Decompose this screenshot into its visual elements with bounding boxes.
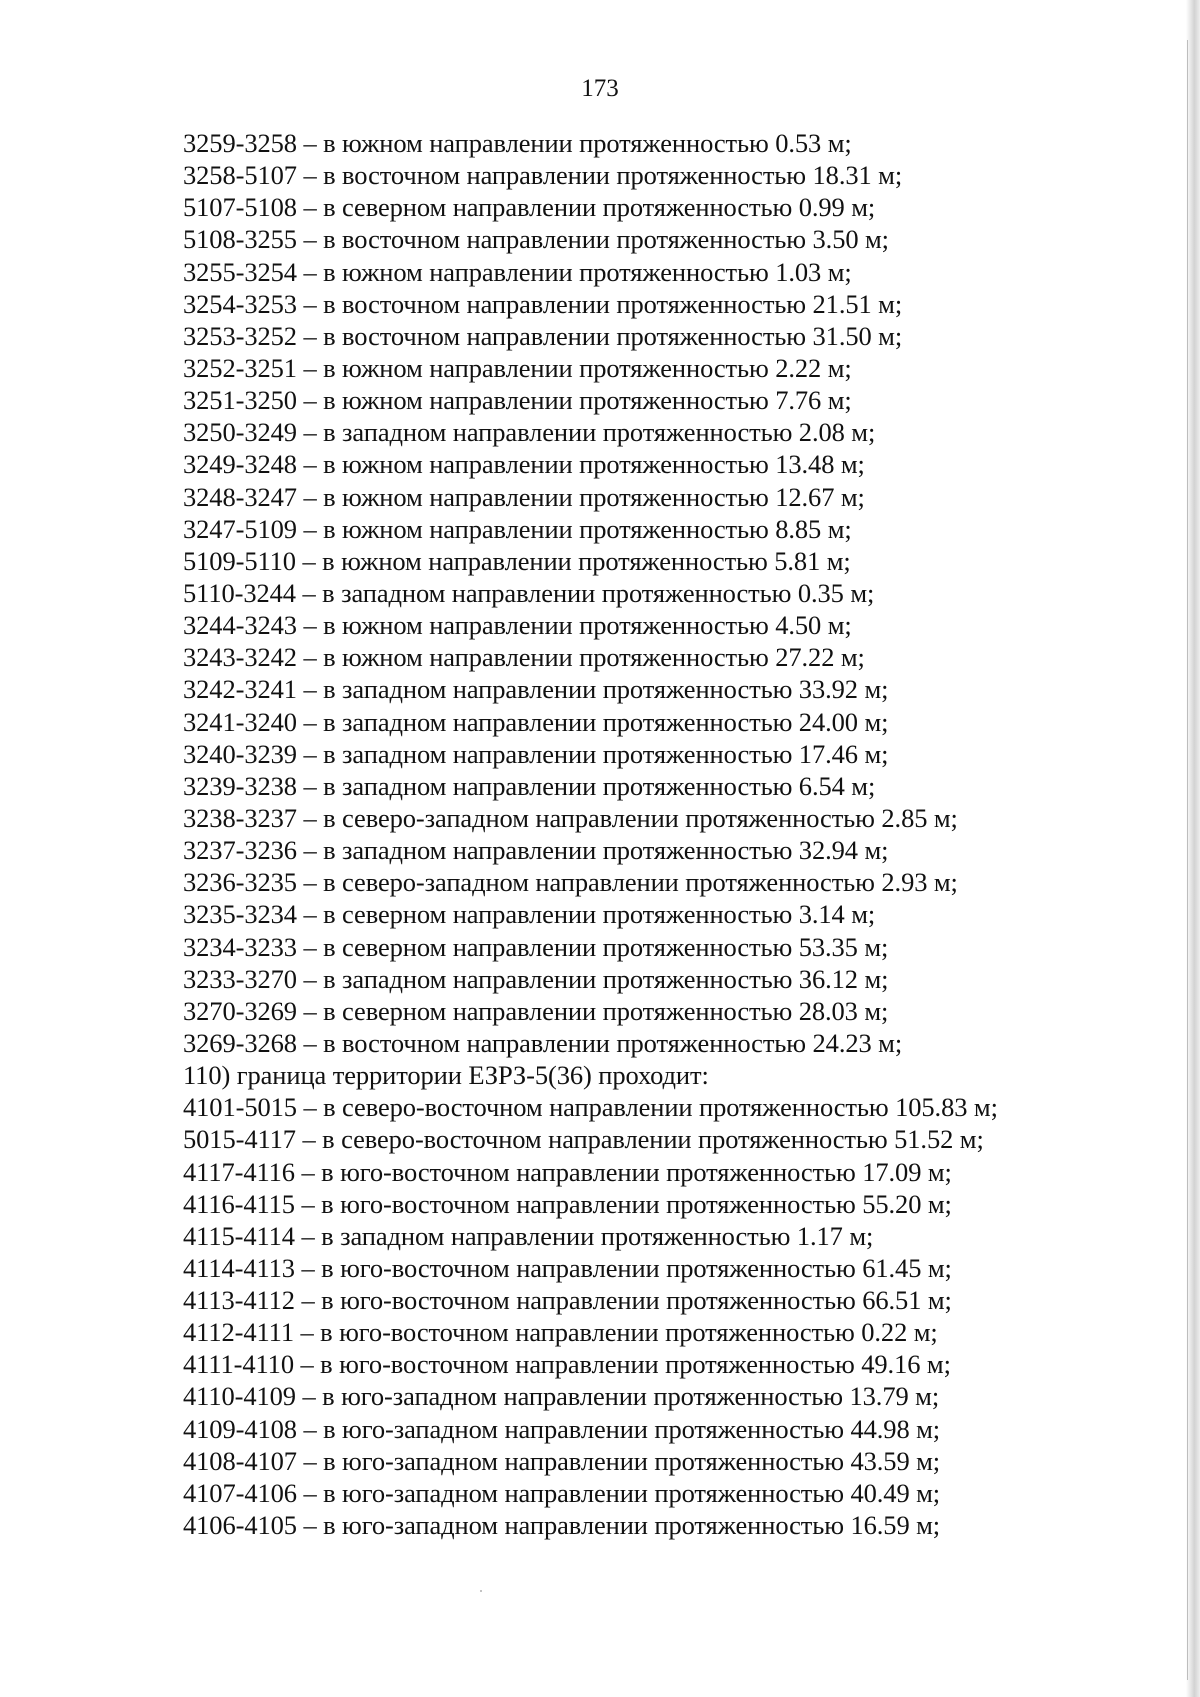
- boundary-segment-line: 4113-4112 – в юго-восточном направлении протяженностью 66.51 м;: [183, 1285, 952, 1316]
- boundary-segment-line: 4110-4109 – в юго-западном направлении протяженностью 13.79 м;: [183, 1381, 940, 1412]
- boundary-description-list: [183, 127, 1083, 1541]
- scan-edge-shadow: [1186, 0, 1200, 1697]
- boundary-segment-line: 5108-3255 – в восточном направлении протяженностью 3.50 м;: [183, 224, 889, 255]
- boundary-segment-line: 3242-3241 – в западном направлении протяженностью 33.92 м;: [183, 674, 889, 705]
- boundary-segment-line: 3244-3243 – в южном направлении протяженностью 4.50 м;: [183, 610, 852, 641]
- boundary-segment-line: 4109-4108 – в юго-западном направлении протяженностью 44.98 м;: [183, 1413, 941, 1444]
- boundary-segment-line: 3249-3248 – в южном направлении протяженностью 13.48 м;: [183, 449, 865, 480]
- boundary-segment-line: 3250-3249 – в западном направлении протяженностью 2.08 м;: [183, 417, 876, 448]
- boundary-segment-line: 3251-3250 – в южном направлении протяженностью 7.76 м;: [183, 385, 852, 416]
- boundary-segment-line: 3243-3242 – в южном направлении протяженностью 27.22 м;: [183, 642, 865, 673]
- boundary-segment-line: 4101-5015 – в северо-восточном направлении протяженностью 105.83 м;: [183, 1092, 998, 1123]
- boundary-segment-line: 4114-4113 – в юго-восточном направлении протяженностью 61.45 м;: [183, 1252, 952, 1283]
- boundary-segment-line: 4106-4105 – в юго-западном направлении протяженностью 16.59 м;: [183, 1510, 941, 1541]
- boundary-segment-line: 4115-4114 – в западном направлении протяженностью 1.17 м;: [183, 1220, 874, 1251]
- boundary-segment-line: 5109-5110 – в южном направлении протяженностью 5.81 м;: [183, 545, 851, 576]
- scan-edge-line: [1187, 40, 1188, 1680]
- boundary-segment-line: 3258-5107 – в восточном направлении протяженностью 18.31 м;: [183, 160, 903, 191]
- boundary-segment-line: 3259-3258 – в южном направлении протяженностью 0.53 м;: [183, 128, 852, 158]
- boundary-segment-line: 3235-3234 – в северном направлении протяженностью 3.14 м;: [183, 899, 876, 930]
- boundary-segment-line: 4111-4110 – в юго-восточном направлении протяженностью 49.16 м;: [183, 1349, 951, 1380]
- boundary-segment-line: 3269-3268 – в восточном направлении протяженностью 24.23 м;: [183, 1027, 903, 1058]
- page-number: 173: [581, 75, 619, 102]
- boundary-segment-line: 3254-3253 – в восточном направлении протяженностью 21.51 м;: [183, 288, 903, 319]
- boundary-segment-line: 4108-4107 – в юго-западном направлении протяженностью 43.59 м;: [183, 1445, 941, 1476]
- boundary-segment-line: 5107-5108 – в северном направлении протяженностью 0.99 м;: [183, 192, 876, 223]
- boundary-segment-line: 4116-4115 – в юго-восточном направлении протяженностью 55.20 м;: [183, 1188, 952, 1219]
- boundary-segment-line: 3255-3254 – в южном направлении протяженностью 1.03 м;: [183, 256, 852, 287]
- boundary-segment-line: 3240-3239 – в западном направлении протяженностью 17.46 м;: [183, 738, 889, 769]
- scan-speck: [480, 1590, 482, 1592]
- boundary-segment-line: 3238-3237 – в северо-западном направлении протяженностью 2.85 м;: [183, 802, 958, 833]
- boundary-segment-line: 3239-3238 – в западном направлении протяженностью 6.54 м;: [183, 770, 876, 801]
- boundary-segment-line: 3247-5109 – в южном направлении протяженностью 8.85 м;: [183, 513, 852, 544]
- boundary-segment-line: 3236-3235 – в северо-западном направлении протяженностью 2.93 м;: [183, 867, 958, 898]
- boundary-segment-line: 4117-4116 – в юго-восточном направлении протяженностью 17.09 м;: [183, 1156, 952, 1187]
- boundary-segment-line: 3233-3270 – в западном направлении протяженностью 36.12 м;: [183, 963, 889, 994]
- boundary-segment-line: 3237-3236 – в западном направлении протяженностью 32.94 м;: [183, 835, 889, 866]
- boundary-segment-line: 3241-3240 – в западном направлении протяженностью 24.00 м;: [183, 706, 889, 737]
- boundary-segment-line: 3252-3251 – в южном направлении протяженностью 2.22 м;: [183, 352, 852, 383]
- boundary-segment-line: 3234-3233 – в северном направлении протяженностью 53.35 м;: [183, 931, 889, 962]
- boundary-segment-line: 5015-4117 – в северо-восточном направлении протяженностью 51.52 м;: [183, 1124, 984, 1155]
- boundary-segment-line: 4112-4111 – в юго-восточном направлении протяженностью 0.22 м;: [183, 1317, 938, 1348]
- boundary-segment-line: 3270-3269 – в северном направлении протяженностью 28.03 м;: [183, 995, 889, 1026]
- boundary-segment-line: 5110-3244 – в западном направлении протяженностью 0.35 м;: [183, 577, 875, 608]
- boundary-segment-line: 3248-3247 – в южном направлении протяженностью 12.67 м;: [183, 481, 865, 512]
- section-heading: 110) граница территории ЕЗРЗ-5(36) проходит:: [183, 1060, 709, 1091]
- boundary-segment-line: 3253-3252 – в восточном направлении протяженностью 31.50 м;: [183, 320, 903, 351]
- boundary-segment-line: 4107-4106 – в юго-западном направлении протяженностью 40.49 м;: [183, 1477, 941, 1508]
